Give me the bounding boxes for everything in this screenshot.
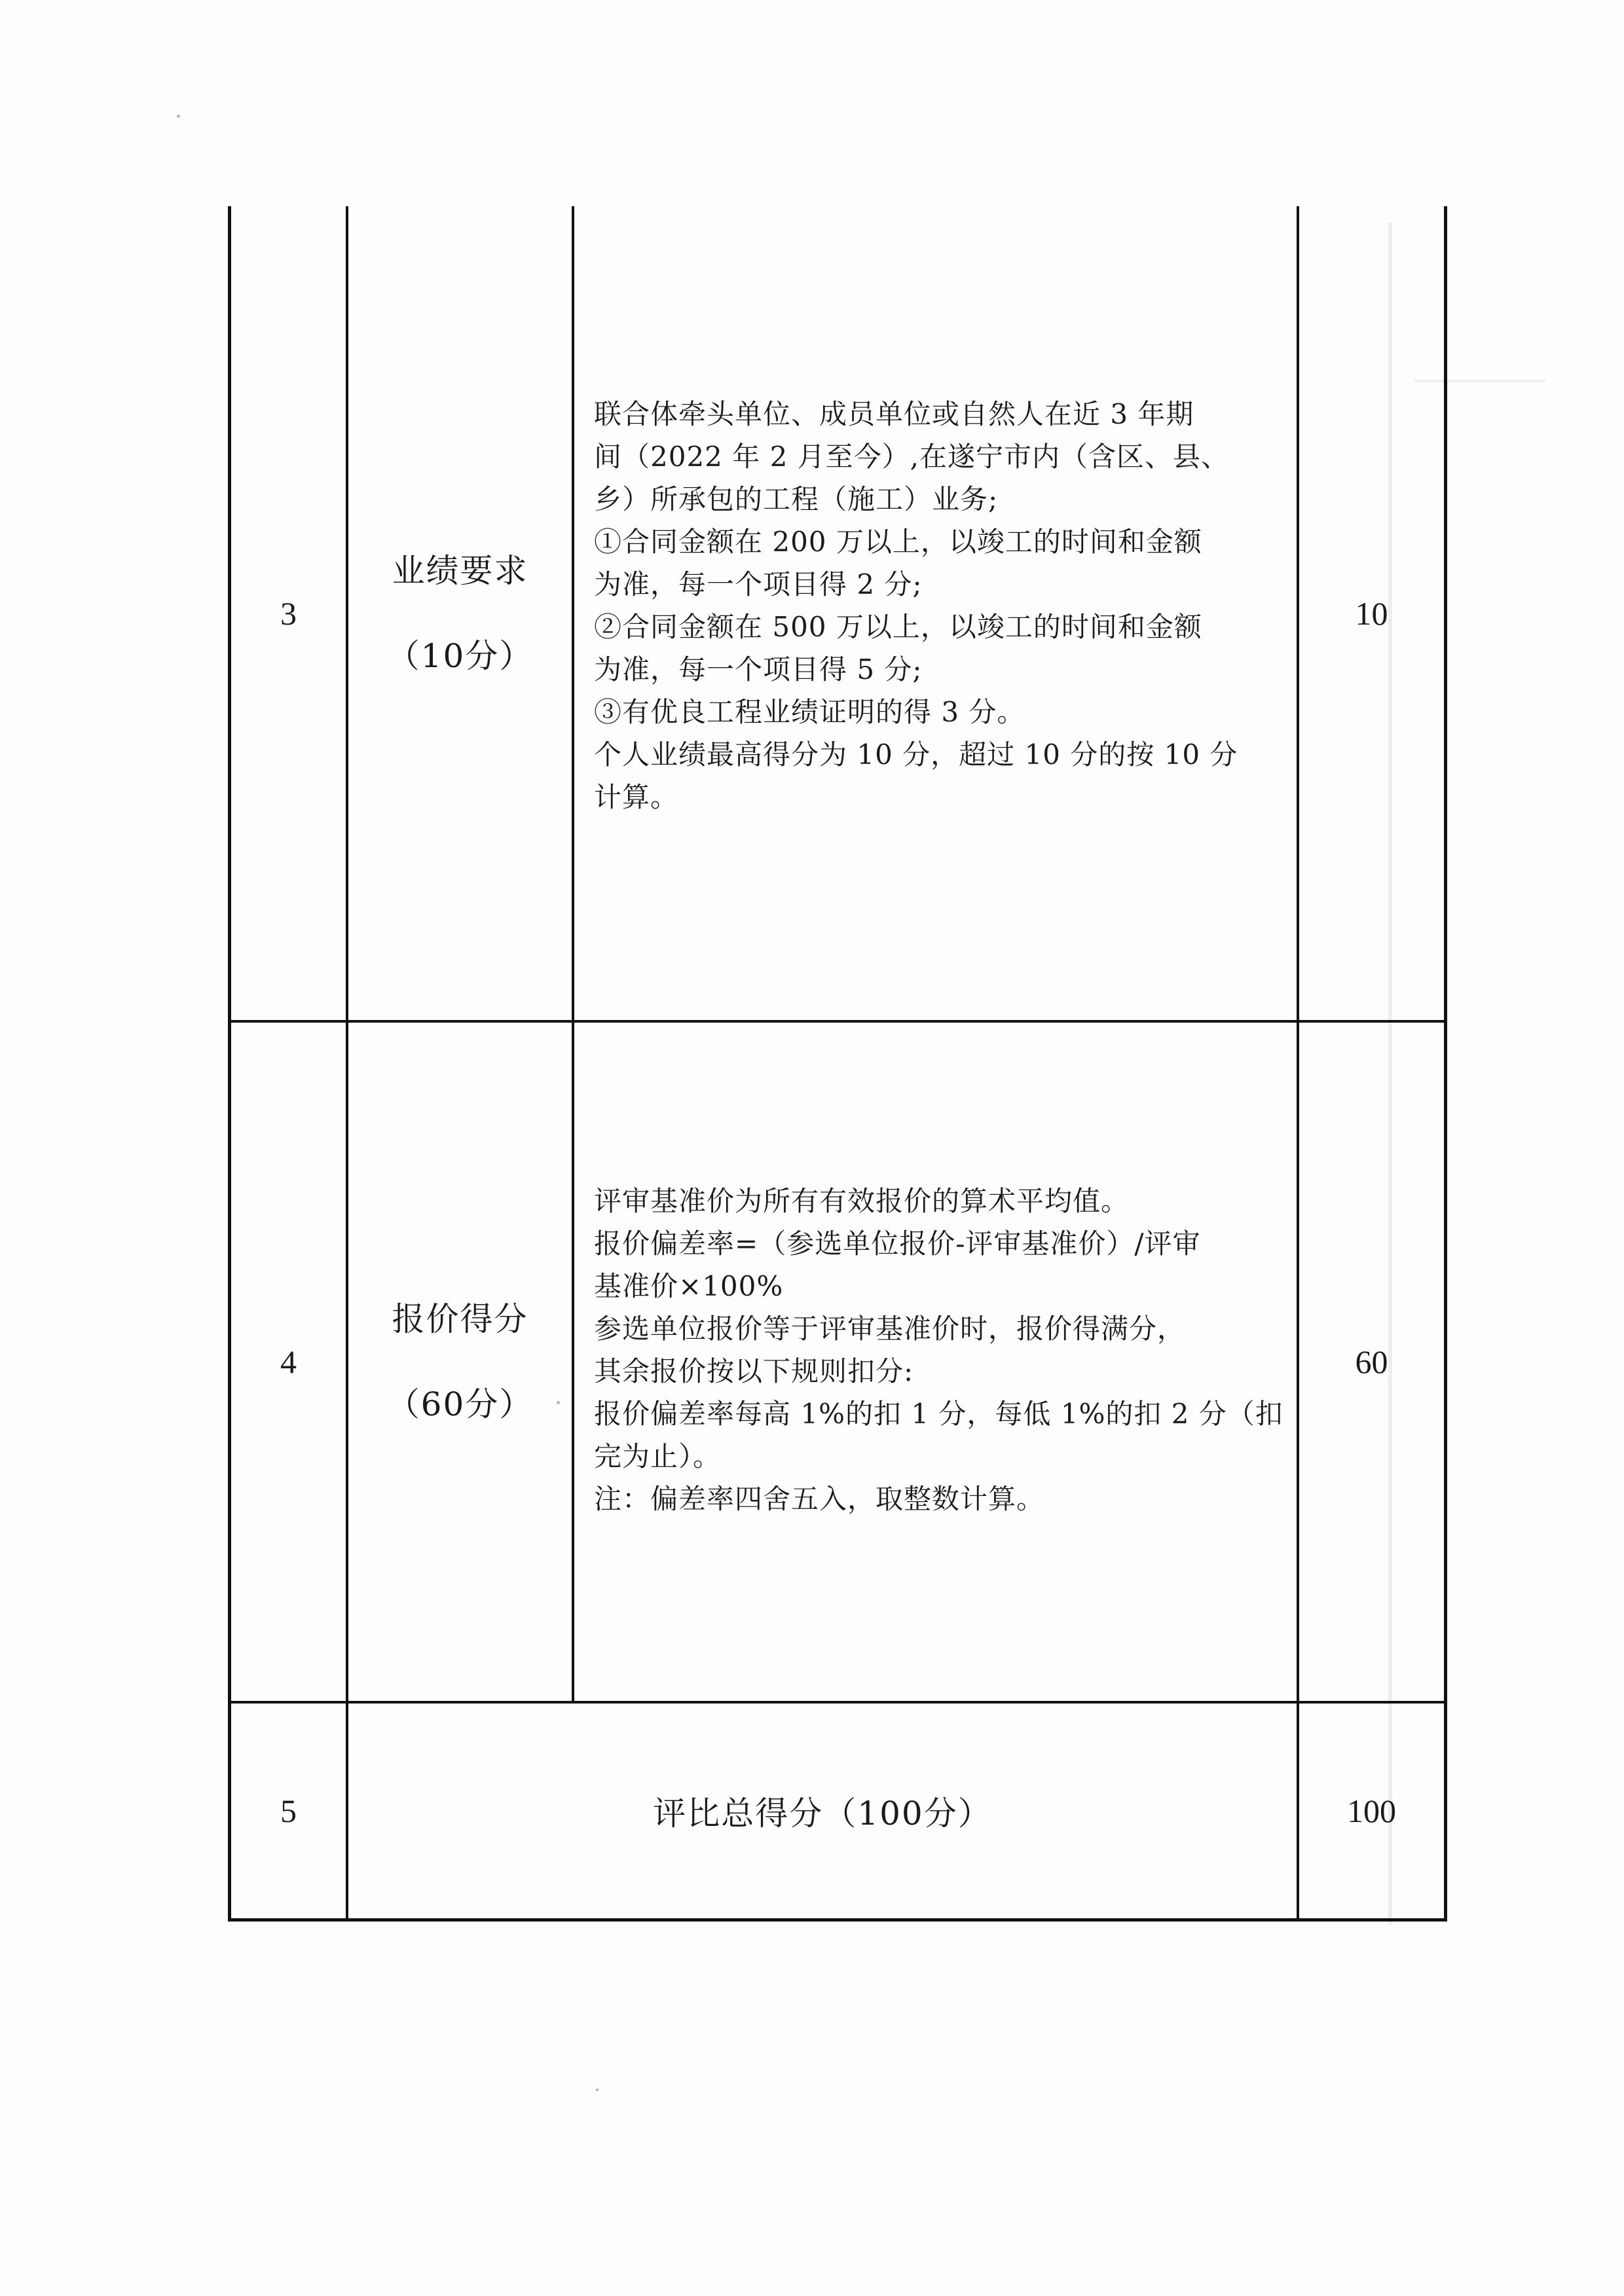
item-cell — [348, 1023, 572, 1701]
criteria-line: 参选单位报价等于评审基准价时，报价得满分， — [594, 1313, 1186, 1345]
item-title: 业绩要求 — [392, 551, 528, 590]
criteria-line: 个人业绩最高得分为 10 分，超过 10 分的按 10 分 — [594, 738, 1238, 771]
row-number: 5 — [280, 1793, 297, 1829]
row-number: 4 — [280, 1343, 297, 1380]
criteria-line: 完为止）。 — [594, 1440, 722, 1472]
criteria-cell — [574, 206, 1297, 1020]
score-value: 10 — [1355, 594, 1388, 632]
total-label-cell — [348, 1704, 1297, 1918]
criteria-line: 评审基准价为所有有效报价的算术平均值。 — [594, 1185, 1130, 1217]
item-title: 报价得分 — [392, 1300, 528, 1338]
score-value: 100 — [1347, 1793, 1396, 1829]
row-number-cell — [231, 206, 346, 1020]
criteria-line: 基准价×100% — [594, 1270, 784, 1302]
criteria-line: 乡）所承包的工程（施工）业务; — [594, 483, 999, 515]
score-value: 60 — [1355, 1343, 1388, 1380]
criteria-line: 报价偏差率=（参选单位报价-评审基准价）/评审 — [594, 1228, 1201, 1260]
criteria-cell — [574, 1023, 1297, 1701]
table-border-right — [1444, 206, 1447, 1922]
criteria-line: ③有优良工程业绩证明的得 3 分。 — [594, 696, 1025, 728]
criteria-line: ②合同金额在 500 万以上，以竣工的时间和金额 — [594, 611, 1202, 643]
criteria-text — [594, 1180, 1282, 1520]
criteria-line: 为准，每一个项目得 2 分; — [594, 568, 923, 600]
criteria-line: ①合同金额在 200 万以上，以竣工的时间和金额 — [594, 526, 1202, 558]
row-number-cell — [231, 1023, 346, 1701]
row-number-cell — [231, 1704, 346, 1918]
criteria-line: 间（2022 年 2 月至今）,在遂宁市内（含区、县、 — [594, 441, 1230, 473]
row-number: 3 — [280, 594, 297, 632]
criteria-line: 为准，每一个项目得 5 分; — [594, 653, 923, 685]
item-cell — [348, 206, 572, 1020]
item-points: （60分） — [386, 1385, 534, 1423]
score-cell — [1299, 1704, 1444, 1918]
criteria-line: 计算。 — [594, 781, 679, 813]
score-cell — [1299, 1023, 1444, 1701]
total-label: 评比总得分（100分） — [653, 1795, 992, 1832]
scan-speck — [177, 115, 180, 118]
criteria-text — [594, 393, 1282, 818]
criteria-line: 报价偏差率每高 1%的扣 1 分，每低 1%的扣 2 分（扣 — [594, 1398, 1283, 1430]
criteria-line: 其余报价按以下规则扣分: — [594, 1355, 914, 1387]
scan-speck — [596, 2088, 599, 2091]
criteria-line: 注：偏差率四舍五入，取整数计算。 — [594, 1483, 1045, 1515]
criteria-line: 联合体牵头单位、成员单位或自然人在近 3 年期 — [594, 398, 1194, 430]
table-border-bottom — [228, 1918, 1447, 1922]
item-points: （10分） — [386, 636, 534, 675]
score-cell — [1299, 206, 1444, 1020]
